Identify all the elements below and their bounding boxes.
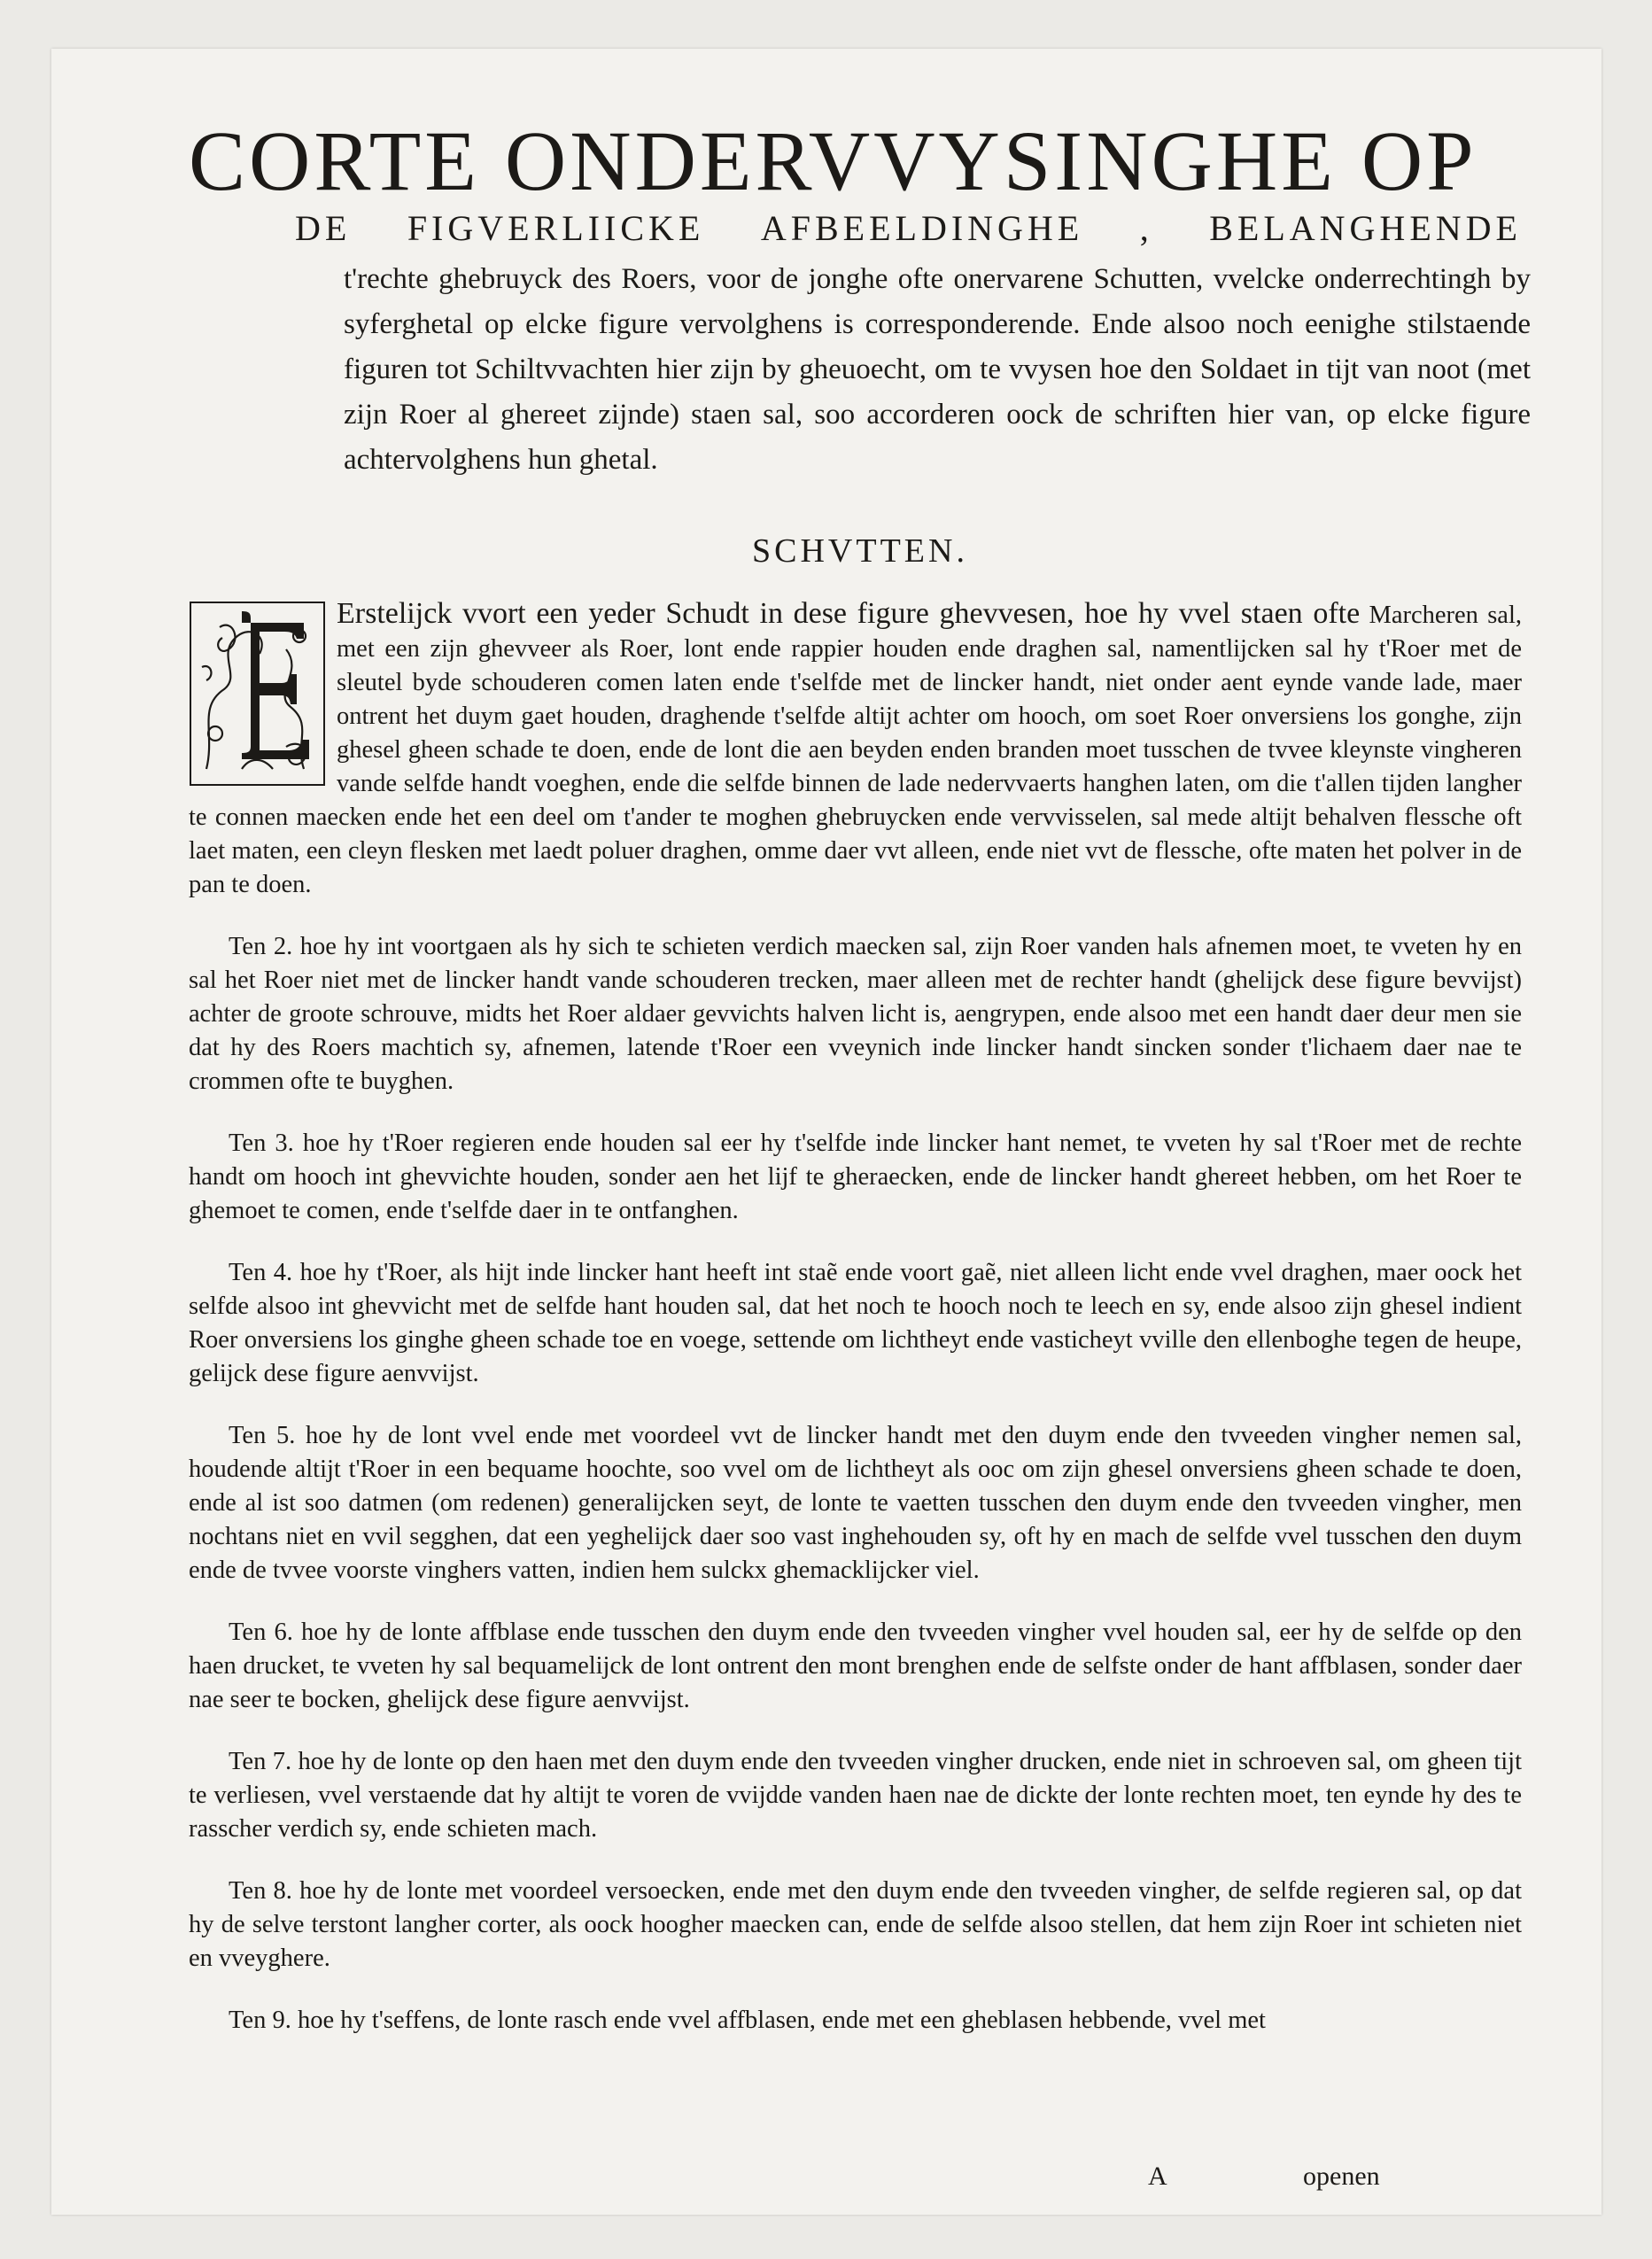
- paper-sheet: [51, 49, 1602, 2215]
- paragraph-ten-3: Ten 3. hoe hy t'Roer regieren ende houden sal eer hy t'selfde inde lincker hant nemet, te vveten hy sal t'Roer met de rechte handt om hooch int ghevvichte houden, sonder aen het lijf te gheraecken, ende de lincker handt ghereet hebben, om het Roer te ghemoet te comen, ende t'selfde daer in te ontfanghen.: [189, 1130, 1522, 1224]
- paragraph-ten-5: Ten 5. hoe hy de lont vvel ende met voordeel vvt de lincker handt met den duym ende den tvveeden vingher nemen sal, houdende altijt t'Roer in een bequame hoochte, soo vvel om de lichtheyt als ooc om zijn ghesel onversiens gheen schade te doen, ende al ist soo datmen (om redenen) generalijcken seyt, de lonte te vaetten tusschen den duym ende den tvveeden vingher, men nochtans niet en vvil segghen, dat een yeghelijck daer soo vast inghehouden sy, oft hy en mach de selfde vvel tusschen den duym ende de tvvee voorste vinghers vatten, indien hem sulckx ghemacklijcker viel.: [189, 1422, 1522, 1584]
- first-paragraph: [189, 597, 1522, 902]
- section-heading: SCHVTTEN.: [752, 532, 968, 570]
- paragraph-ten-7: Ten 7. hoe hy de lonte op den haen met den duym ende den tvveeden vingher drucken, ende niet in schroeven sal, om gheen tijt te verliesen, vvel verstaende dat hy altijt te voren de vvijdde vanden haen nae de dickte der lonte rechten moet, ten eynde hy des te rasscher verdich sy, ende schieten mach.: [189, 1748, 1522, 1843]
- ornamental-initial-e-icon: [189, 601, 326, 787]
- first-paragraph-lead: Erstelijck vvort een yeder Schudt in dese figure ghevvesen, hoe hy vvel staen ofte: [337, 597, 1361, 630]
- document-content: [189, 113, 1531, 2038]
- subtitle-word: ,: [1139, 208, 1153, 248]
- paragraph-ten-2: Ten 2. hoe hy int voortgaen als hy sich te schieten verdich maecken sal, zijn Roer vanden hals afnemen moet, te vveten hy en sal het Roer niet met de lincker handt vande schouderen trecken, maer alleen met de rechter handt (ghelijck dese figure bevvijst) achter de groote schrouve, midts het Roer aldaer gevvichts halven licht is, aengrypen, ende alsoo met een handt daer deur men sie dat hy des Roers machtich sy, afnemen, latende t'Roer een vveynich inde lincker handt sincken sonder t'lichaem daer nae te crommen ofte te buyghen.: [189, 933, 1522, 1095]
- intro-paragraph: t'rechte ghebruyck des Roers, voor de jonghe ofte onervarene Schutten, vvelcke onderrechtingh by syferghetal op elcke figure vervolghens is corresponderende. Ende alsoo noch eenighe stilstaende figuren tot Schiltvvachten hier zijn by gheuoecht, om te vvysen hoe den Soldaet in tijt van noot (met zijn Roer al ghereet zijnde) staen sal, soo accorderen oock de schriften hier van, op elcke figure achtervolghens hun ghetal.: [344, 263, 1531, 476]
- subtitle-word: AFBEELDINGHE: [760, 208, 1084, 248]
- catchword: openen: [1303, 2162, 1380, 2191]
- first-paragraph-rest: Marcheren sal, met een zijn ghevveer als Roer, lont ende rappier houden ende draghen sal, namentlijcken sal hy t'Roer met de sleutel byde schouderen comen laten ende t'selfde met de lincker handt, niet onder aent eynde vande lade, maer ontrent het duym gaet houden, draghende t'selfde altijt achter om hooch, om soet Roer onversiens los gonghe, zijn ghesel gheen schade te doen, ende de lont die aen beyden enden branden moet tusschen de tvvee kleynste vingheren vande selfde handt voeghen, ende die selfde binnen de lade nedervvaerts hanghen laten, om die t'allen tijden langher te connen maecken ende het een deel om t'ander te moghen ghebruycken ende vervvisselen, sal mede altijt behalven flessche oft laet maten, een cleyn flesken met laedt poluer draghen, omme daer vvt alleen, ende niet vvt de flessche, ofte maten het polver in de pan te doen.: [189, 602, 1522, 898]
- document-subtitle: [295, 207, 1522, 250]
- paragraph-ten-9: Ten 9. hoe hy t'seffens, de lonte rasch ende vvel affblasen, ende met een gheblasen hebbende, vvel met: [229, 2007, 1266, 2034]
- document-title: CORTE ONDERVVYSINGHE OP: [189, 113, 1477, 208]
- subtitle-word: FIGVERLIICKE: [407, 208, 705, 248]
- paragraph-ten-4: Ten 4. hoe hy t'Roer, als hijt inde lincker hant heeft int staẽ ende voort gaẽ, niet alleen licht ende vvel draghen, maer oock het selfde alsoo int ghevvicht met de selfde hant houden sal, dat het noch te hooch noch te leech en sy, ende alsoo zijn ghesel indient Roer onversiens los ginghe gheen schade toe en voege, settende om lichtheyt ende vasticheyt vville den ellenboghe tegen de heupe, gelijck dese figure aenvvijst.: [189, 1259, 1522, 1387]
- subtitle-word: BELANGHENDE: [1209, 208, 1522, 248]
- dropcap-letter: E: [189, 601, 190, 602]
- signature-mark: A: [1148, 2162, 1167, 2191]
- subtitle-word: DE: [295, 208, 352, 248]
- paragraph-ten-8: Ten 8. hoe hy de lonte met voordeel versoecken, ende met den duym ende den tvveeden vingher, de selfde regieren sal, op dat hy de selve terstont langher corter, als oock hoogher maecken can, ende de selfde alsoo stellen, dat hem zijn Roer int schieten niet en vveyghere.: [189, 1877, 1522, 1972]
- paragraph-ten-6: Ten 6. hoe hy de lonte affblase ende tusschen den duym ende den tvveeden vingher vvel houden sal, eer hy de selfde op den haen drucket, te vveten hy sal bequamelijck de lont ontrent den mont brenghen ende de selfste onder de hant affblasen, sonder daer nae seer te bocken, ghelijck dese figure aenvvijst.: [189, 1619, 1522, 1713]
